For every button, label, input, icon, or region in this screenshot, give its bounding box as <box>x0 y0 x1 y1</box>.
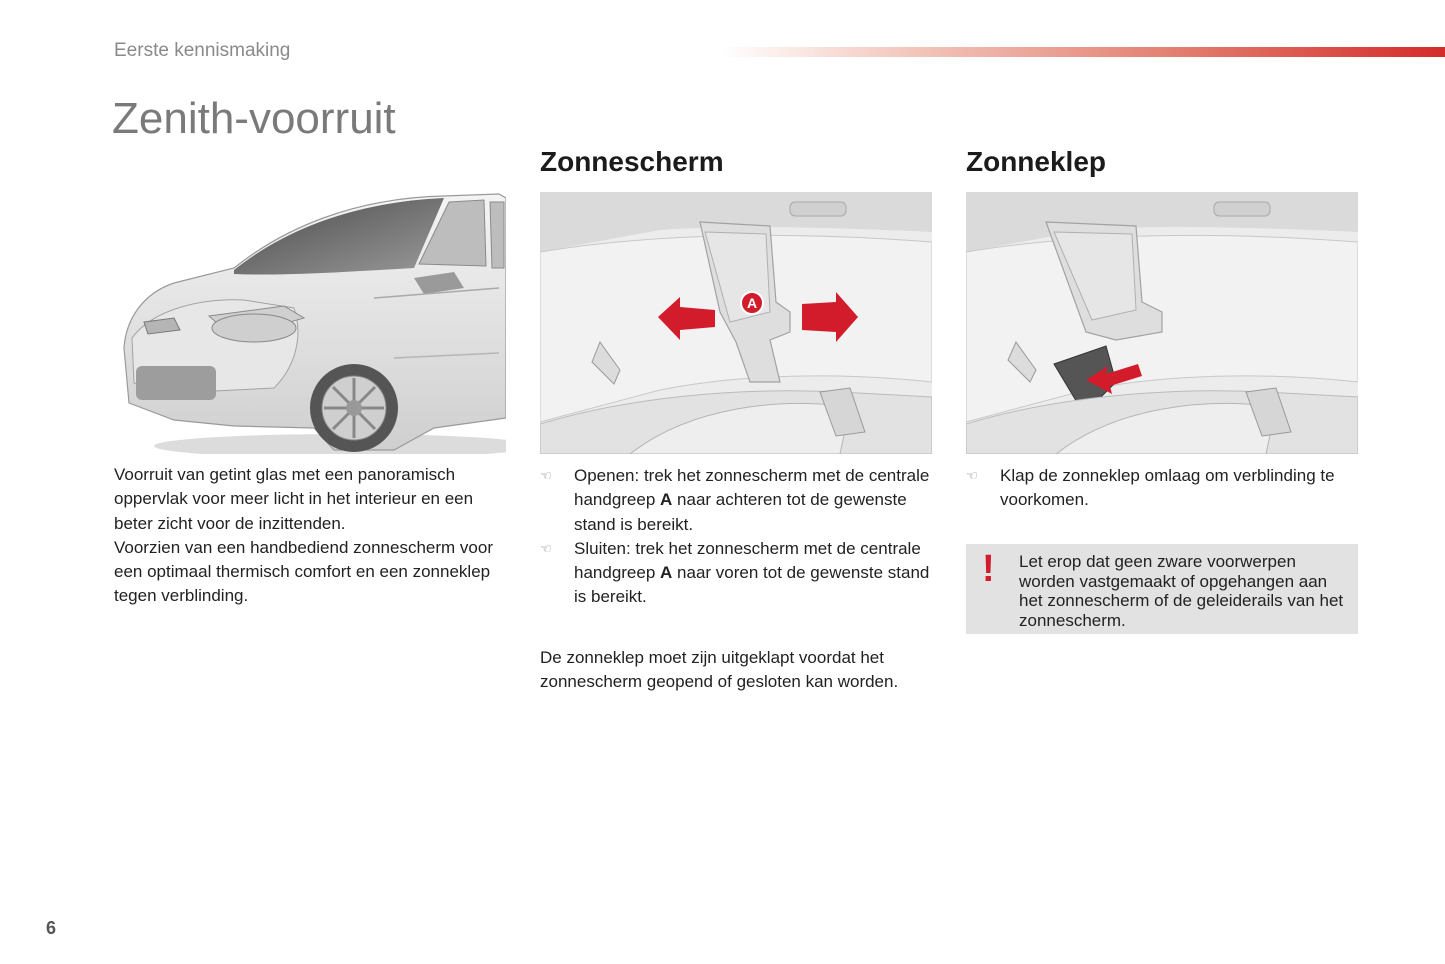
car-illustration <box>114 188 506 454</box>
bullet-item <box>540 464 940 537</box>
zonnescherm-bullets <box>540 464 940 610</box>
intro-paragraph-1: Voorruit van getint glas met een panoramisch oppervlak voor meer licht in het interieur en een beter zicht voor de inzittenden. <box>114 465 474 533</box>
handle-marker-a: A <box>746 295 758 311</box>
pointing-hand-icon: ☜ <box>966 468 978 483</box>
bullet-text: Sluiten: trek het zonnescherm met de centrale handgreep A naar voren tot de gewenste stand is bereikt. <box>574 538 930 607</box>
warning-box <box>966 544 1358 634</box>
zonnescherm-heading: Zonnescherm <box>540 146 724 177</box>
zonneklep-heading: Zonneklep <box>966 146 1107 177</box>
bullet-item <box>966 464 1358 513</box>
header-accent-bar <box>720 47 1445 57</box>
page-title: Zenith-voorruit <box>112 94 396 143</box>
bullet-text: Openen: trek het zonnescherm met de centrale handgreep A naar achteren tot de gewenste stand is bereikt. <box>574 466 930 534</box>
intro-text <box>114 463 509 609</box>
pointing-hand-icon: ☜ <box>540 540 552 556</box>
zonnescherm-figure <box>540 192 932 454</box>
exclamation-icon: ! <box>982 548 995 590</box>
intro-paragraph-2: Voorzien van een handbediend zonnescherm voor een optimaal thermisch comfort en een zonneklep tegen verblinding. <box>114 537 493 606</box>
section-label: Eerste kennismaking <box>114 40 291 61</box>
page-number: 6 <box>46 918 57 938</box>
bullet-text: Klap de zonneklep omlaag om verblinding te voorkomen. <box>1000 466 1335 510</box>
bullet-item <box>540 537 940 610</box>
zonnescherm-note: De zonneklep moet zijn uitgeklapt voordat het zonnescherm geopend of gesloten kan worden. <box>540 648 899 692</box>
zonneklep-bullets <box>966 464 1358 513</box>
warning-text: Let erop dat geen zware voorwerpen worden vastgemaakt of opgehangen aan het zonnescherm of de geleiderails van het zonnescherm. <box>1019 552 1344 630</box>
pointing-hand-icon: ☜ <box>540 468 552 483</box>
zonneklep-figure <box>966 192 1358 454</box>
